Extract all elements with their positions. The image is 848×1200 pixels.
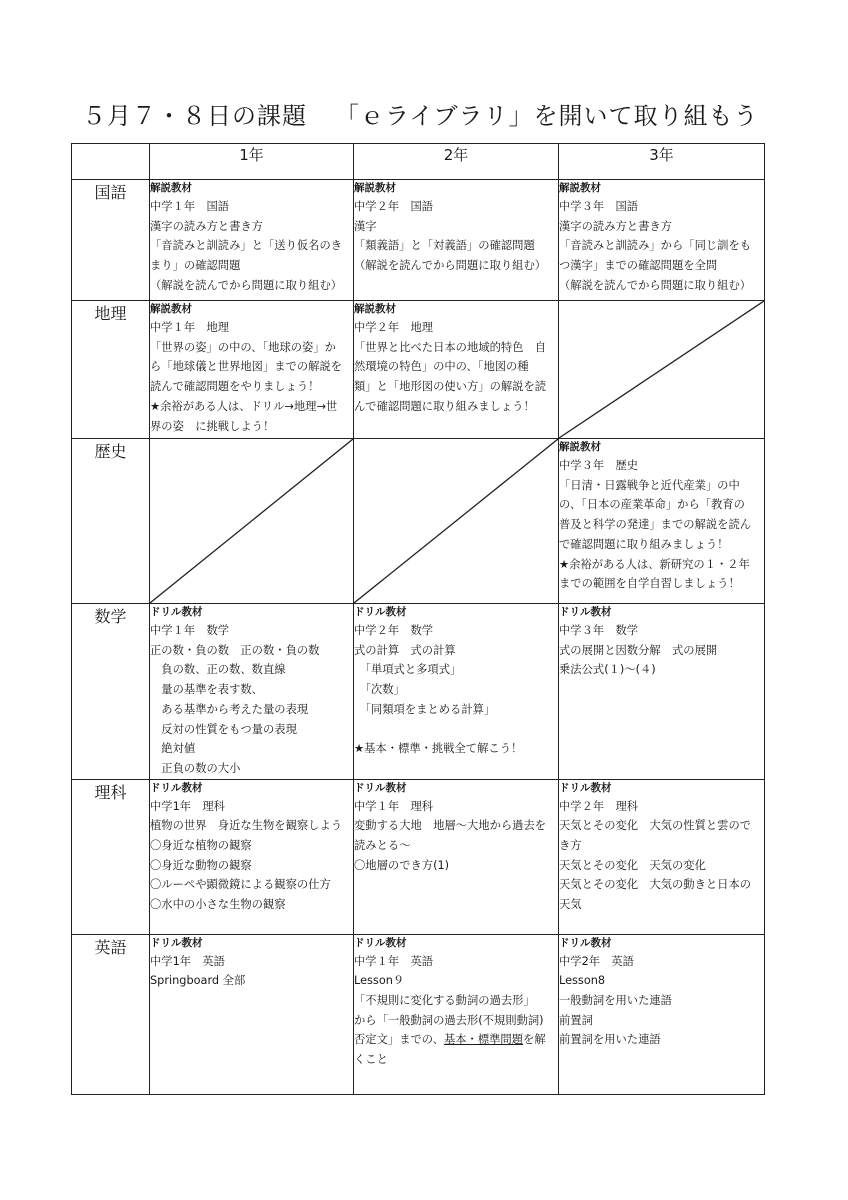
text-line: 中学2年 英語	[559, 954, 634, 968]
text-line: 中学１年 数学	[150, 624, 230, 637]
cell-math-grade3	[559, 604, 765, 780]
text-line: 中学３年 数学	[559, 624, 639, 637]
cell-math-grade2	[354, 604, 559, 780]
text-line: 漢字	[354, 219, 377, 233]
subject-label: 数学	[72, 604, 150, 780]
text-line: 天気とその変化 大気の動きと日本の	[559, 878, 752, 892]
material-label: 解説教材	[559, 441, 601, 453]
text-line: 中学１年 地理	[150, 321, 230, 334]
row-japanese	[72, 180, 765, 301]
material-label: 解説教材	[559, 182, 601, 194]
row-english	[72, 934, 765, 1094]
material-label: 解説教材	[354, 303, 396, 315]
text-segment: 否定文」までの、	[354, 1033, 444, 1047]
cell-history-grade1-empty	[150, 439, 354, 604]
text-line: 〇身近な植物の観察	[150, 839, 252, 853]
material-label: ドリル教材	[559, 936, 612, 949]
text-line: まり」の確認問題	[150, 259, 241, 273]
assignment-table	[71, 143, 765, 1095]
text-line: 式の計算 式の計算	[354, 643, 456, 657]
text-line: 中学1年 理科	[150, 799, 225, 813]
underlined-text: 基本・標準問題	[443, 1033, 524, 1047]
subject-label: 歴史	[72, 439, 150, 604]
text-line: から「一般動詞の過去形(不規則動詞)	[354, 1013, 544, 1027]
grade-2-header: 2年	[354, 144, 559, 180]
diagonal-slash	[150, 439, 353, 603]
text-line: 然環境の特色」の中の、「地図の種	[354, 360, 529, 374]
text-line: 類」と「地形図の使い方」の解説を読	[354, 380, 547, 394]
material-label: ドリル教材	[150, 781, 203, 794]
text-line: 「世界の姿」の中の、「地球の姿」か	[150, 340, 336, 354]
text-line: 中学２年 数学	[354, 624, 434, 637]
text-line: （解説を読んでから問題に取り組む）	[150, 278, 343, 292]
text-line: 天気とその変化 大気の性質と雲ので	[559, 819, 752, 833]
text-line: 漢字の読み方と書き方	[150, 219, 263, 233]
material-label: ドリル教材	[559, 606, 612, 618]
text-line: 〇身近な動物の観察	[150, 858, 252, 872]
cell-science-grade3	[559, 779, 765, 934]
material-label: ドリル教材	[354, 936, 407, 949]
text-line: 〇ルーペや顕微鏡による観察の仕方	[150, 878, 331, 892]
text-line: 「音読みと訓読み」と「送り仮名のき	[150, 239, 343, 253]
cell-english-grade3	[559, 934, 765, 1094]
text-line: つ漢字」までの確認問題を全問	[559, 259, 718, 273]
text-line: 正の数・負の数 正の数・負の数	[150, 643, 320, 657]
text-line: （解説を読んでから問題に取り組む）	[354, 259, 547, 273]
text-line: 普及と科学の発達」までの解説を読ん	[559, 518, 752, 532]
text-line: 漢字の読み方と書き方	[559, 219, 672, 233]
material-label: ドリル教材	[150, 936, 203, 949]
text-line: ある基準から考えた量の表現	[150, 702, 309, 716]
material-label: ドリル教材	[354, 606, 407, 618]
text-line: Lesson8	[559, 974, 606, 988]
text-line: 変動する大地 地層～大地から過去を	[354, 819, 547, 833]
text-line: 中学１年 理科	[354, 799, 434, 813]
text-line: 読みとる～	[354, 839, 411, 853]
text-line: 「同類項をまとめる計算」	[354, 702, 496, 716]
grade-1-header: 1年	[150, 144, 354, 180]
text-line: 植物の世界 身近な生物を観察しよう	[150, 819, 343, 833]
text-line: 「日清・日露戦争と近代産業」の中	[559, 478, 740, 492]
title-main: ５月７・８日の課題	[82, 102, 307, 130]
title-sub: 「ｅライブラリ」を開いて取り組もう	[335, 102, 759, 130]
text-line: 式の展開と因数分解 式の展開	[559, 643, 718, 657]
subject-label: 地理	[72, 301, 150, 439]
header-row	[72, 144, 765, 180]
text-line: 「次数」	[354, 683, 405, 697]
text-line: 天気とその変化 天気の変化	[559, 858, 706, 872]
text-line: 中学１年 国語	[150, 200, 230, 213]
text-line-with-underline	[354, 1030, 558, 1050]
subject-label: 国語	[72, 180, 150, 301]
text-line: ら「地球儀と世界地図」までの解説を	[150, 360, 343, 374]
text-line: 〇地層のでき方(1)	[354, 858, 450, 872]
material-label: 解説教材	[150, 182, 192, 194]
text-line: （解説を読んでから問題に取り組む）	[559, 278, 752, 292]
material-label: 解説教材	[354, 182, 396, 194]
text-line: き方	[559, 839, 582, 853]
text-line: ★余裕がある人は、ドリル→地理→世	[150, 399, 338, 413]
grade-3-header: 3年	[559, 144, 765, 180]
material-label: ドリル教材	[150, 606, 203, 618]
cell-english-grade2	[354, 934, 559, 1094]
text-line: 負の数、正の数、数直線	[150, 663, 286, 677]
text-line: 界の姿 に挑戦しよう！	[150, 419, 275, 433]
text-line: ★余裕がある人は、新研究の１・２年	[559, 557, 750, 571]
text-line: Springboard 全部	[150, 974, 246, 988]
cell-science-grade1	[150, 779, 354, 934]
row-math	[72, 604, 765, 780]
text-line: 量の基準を表す数、	[150, 683, 263, 697]
text-line: んで確認問題に取り組みましょう！	[354, 399, 535, 413]
text-line: 一般動詞を用いた連語	[559, 994, 672, 1008]
row-science	[72, 779, 765, 934]
text-segment: を解	[523, 1033, 546, 1047]
text-line: 絶対値	[150, 742, 196, 756]
text-line: 中学３年 歴史	[559, 459, 639, 472]
text-line: 中学1年 英語	[150, 954, 225, 968]
text-line: 「類義語」と「対義語」の確認問題	[354, 239, 535, 253]
page-title	[82, 96, 782, 136]
cell-english-grade1	[150, 934, 354, 1094]
corner-cell	[72, 144, 150, 180]
text-line: 「音読みと訓読み」から「同じ訓をも	[559, 239, 752, 253]
text-line: 中学２年 理科	[559, 799, 639, 813]
diagonal-slash	[354, 439, 558, 603]
cell-japanese-grade2	[354, 180, 559, 301]
cell-history-grade2-empty	[354, 439, 559, 604]
text-line: 「不規則に変化する動詞の過去形」	[354, 994, 535, 1008]
cell-geography-grade3-empty	[559, 301, 765, 439]
text-line: で確認問題に取り組みましょう！	[559, 537, 729, 551]
text-line: 反対の性質をもつ量の表現	[150, 722, 297, 736]
subject-label: 英語	[72, 934, 150, 1094]
text-line: くこと	[354, 1053, 388, 1067]
text-line: ★基本・標準・挑戦全て解こう！	[354, 742, 523, 756]
cell-geography-grade1	[150, 301, 354, 439]
text-line: 〇水中の小さな生物の観察	[150, 898, 286, 912]
text-line: 乗法公式(１)～(４)	[559, 663, 656, 677]
subject-label: 理科	[72, 779, 150, 934]
text-line: 天気	[559, 898, 582, 912]
row-geography	[72, 301, 765, 439]
text-line: 中学２年 地理	[354, 321, 434, 334]
text-line: 正負の数の大小	[150, 761, 241, 775]
text-line: 「単項式と多項式」	[354, 663, 462, 677]
text-line: 「世界と比べた日本の地域的特色 自	[354, 340, 547, 354]
material-label: ドリル教材	[559, 781, 612, 794]
cell-history-grade3	[559, 439, 765, 604]
text-line: までの範囲を自学自習しましょう！	[559, 577, 740, 591]
text-line: Lesson９	[354, 974, 405, 988]
text-line: の、「日本の産業革命」から「教育の	[559, 498, 745, 512]
cell-science-grade2	[354, 779, 559, 934]
text-line: 中学２年 国語	[354, 200, 434, 213]
text-line: 前置詞	[559, 1013, 593, 1027]
text-line: 中学１年 英語	[354, 954, 434, 968]
text-line	[354, 720, 558, 740]
cell-math-grade1	[150, 604, 354, 780]
material-label: ドリル教材	[354, 781, 407, 794]
cell-geography-grade2	[354, 301, 559, 439]
text-line: 中学３年 国語	[559, 200, 639, 213]
cell-japanese-grade1	[150, 180, 354, 301]
text-line: 前置詞を用いた連語	[559, 1033, 661, 1047]
cell-japanese-grade3	[559, 180, 765, 301]
diagonal-slash	[559, 301, 764, 438]
text-line: 読んで確認問題をやりましょう！	[150, 380, 320, 394]
material-label: 解説教材	[150, 303, 192, 315]
row-history	[72, 439, 765, 604]
